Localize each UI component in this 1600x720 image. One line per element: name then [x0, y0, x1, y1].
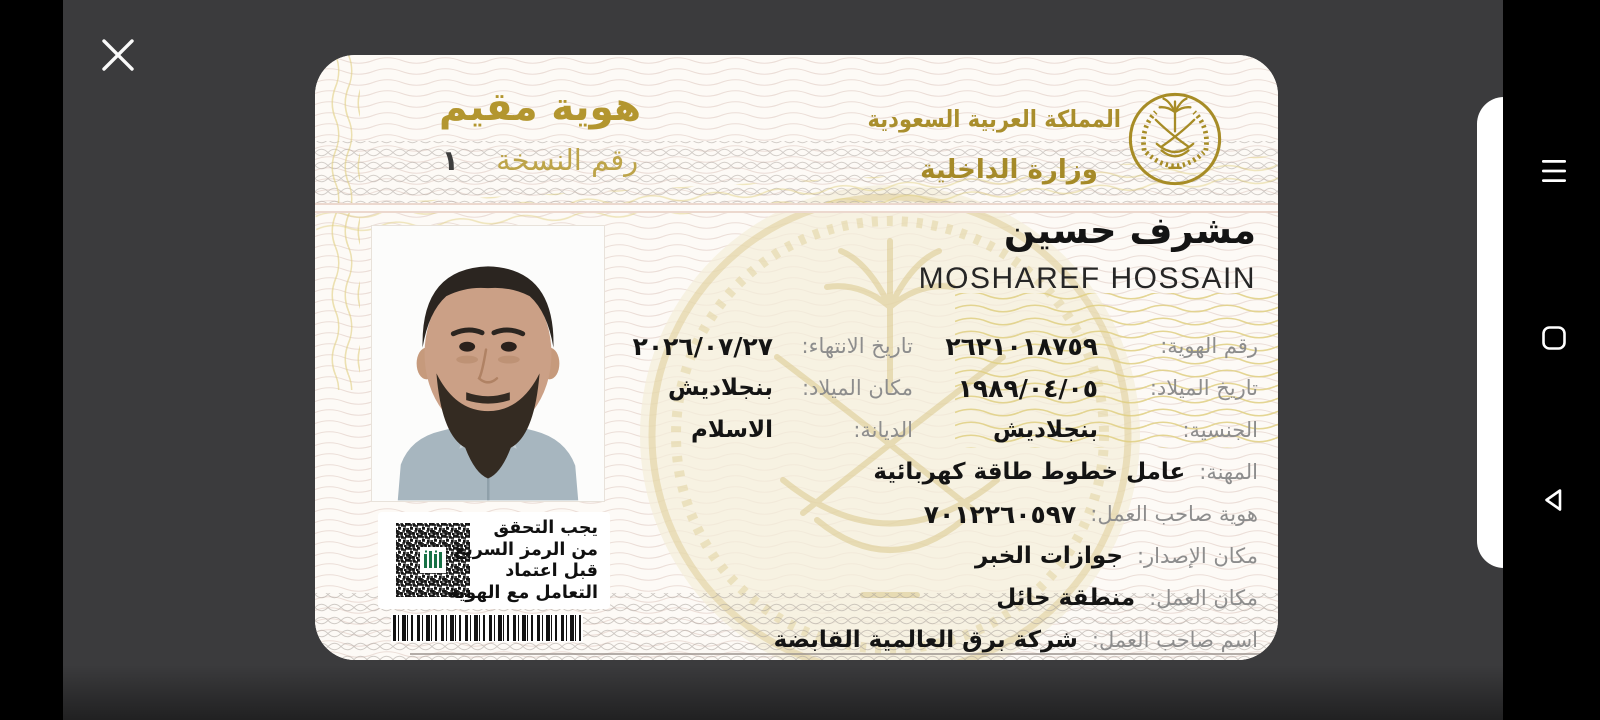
- field-label: تاريخ الانتهاء:: [801, 334, 913, 358]
- barcode: [391, 614, 583, 642]
- copy-number-row: [390, 143, 690, 177]
- copy-number-label: رقم النسخة: [496, 143, 639, 177]
- field-row: [612, 493, 1258, 535]
- qr-note-line: قبل اعتماد: [505, 561, 598, 581]
- field-row: [612, 451, 1258, 493]
- qr-verification-note: [448, 518, 598, 604]
- field-label: تاريخ الميلاد:: [1149, 376, 1258, 400]
- field-label: مكان الإصدار:: [1136, 544, 1258, 568]
- field-row: [612, 535, 1258, 577]
- barcode-bars: [393, 615, 581, 641]
- field-value: بنجلاديش: [992, 417, 1098, 443]
- resident-id-card: [315, 55, 1278, 660]
- field-row: [612, 577, 1258, 619]
- field-value: عامل خطوط طاقة كهربائية: [873, 459, 1186, 485]
- field-value: ١٩٨٩/٠٤/٠٥: [957, 373, 1098, 403]
- copy-number-value: ١: [441, 144, 459, 177]
- holder-name-arabic: مشرف حسين: [1003, 209, 1256, 252]
- field-value: جوازات الخبر: [975, 543, 1123, 569]
- portrait-illustration: [372, 226, 604, 501]
- home-square-icon: [1540, 324, 1568, 355]
- field-value: ٢٠٢٦/٠٧/٢٧: [632, 331, 773, 361]
- menu-icon: [1540, 157, 1568, 188]
- ministry-of-interior-emblem-icon: [1127, 91, 1223, 191]
- field-label: مكان العمل:: [1149, 586, 1258, 610]
- right-nav-bar: [1503, 0, 1600, 720]
- field-label: اسم صاحب العمل:: [1091, 628, 1258, 652]
- nav-menu-button[interactable]: [1540, 158, 1568, 186]
- close-button[interactable]: [95, 33, 141, 79]
- field-value: ٧٠١٢٢٦٠٥٩٧: [923, 499, 1077, 529]
- nav-home-button[interactable]: [1540, 325, 1568, 353]
- field-label: هوية صاحب العمل:: [1090, 502, 1258, 526]
- nav-back-button[interactable]: [1540, 487, 1568, 515]
- kingdom-calligraphy: المملكة العربية السعودية: [867, 105, 1121, 133]
- holder-name-latin: MOSHAREF HOSSAIN: [918, 262, 1256, 295]
- qr-note-line: يجب التحقق: [493, 518, 598, 538]
- qr-note-line: التعامل مع الهوية: [448, 582, 598, 603]
- card-bottom-rule: [410, 653, 1260, 655]
- field-label: الديانة:: [853, 418, 913, 442]
- holder-photo: [371, 225, 605, 502]
- qr-note-line: من الرمز السريع: [454, 539, 598, 560]
- field-label: مكان الميلاد:: [801, 376, 913, 400]
- field-value: ٢٦٢١٠١٨٧٥٩: [945, 331, 1098, 361]
- card-title: هوية مقيم: [438, 85, 642, 130]
- field-rows: [612, 325, 1258, 660]
- close-icon: [95, 32, 141, 81]
- left-black-bar: [0, 0, 63, 720]
- bottom-shade: [0, 665, 1600, 720]
- field-row: [612, 367, 1258, 409]
- qr-panel: [378, 512, 610, 609]
- back-triangle-icon: [1540, 486, 1568, 517]
- field-label: المهنة:: [1199, 460, 1258, 484]
- ministry-label: وزارة الداخلية: [920, 155, 1098, 185]
- field-row: [612, 409, 1258, 451]
- field-value: منطقة حائل: [996, 585, 1136, 611]
- field-row: [612, 325, 1258, 367]
- field-label: رقم الهوية:: [1160, 334, 1258, 358]
- field-value: شركة برق العالمية القابضة: [773, 627, 1078, 653]
- field-value: الاسلام: [691, 417, 773, 443]
- field-label: الجنسية:: [1182, 418, 1258, 442]
- field-value: بنجلاديش: [667, 375, 773, 401]
